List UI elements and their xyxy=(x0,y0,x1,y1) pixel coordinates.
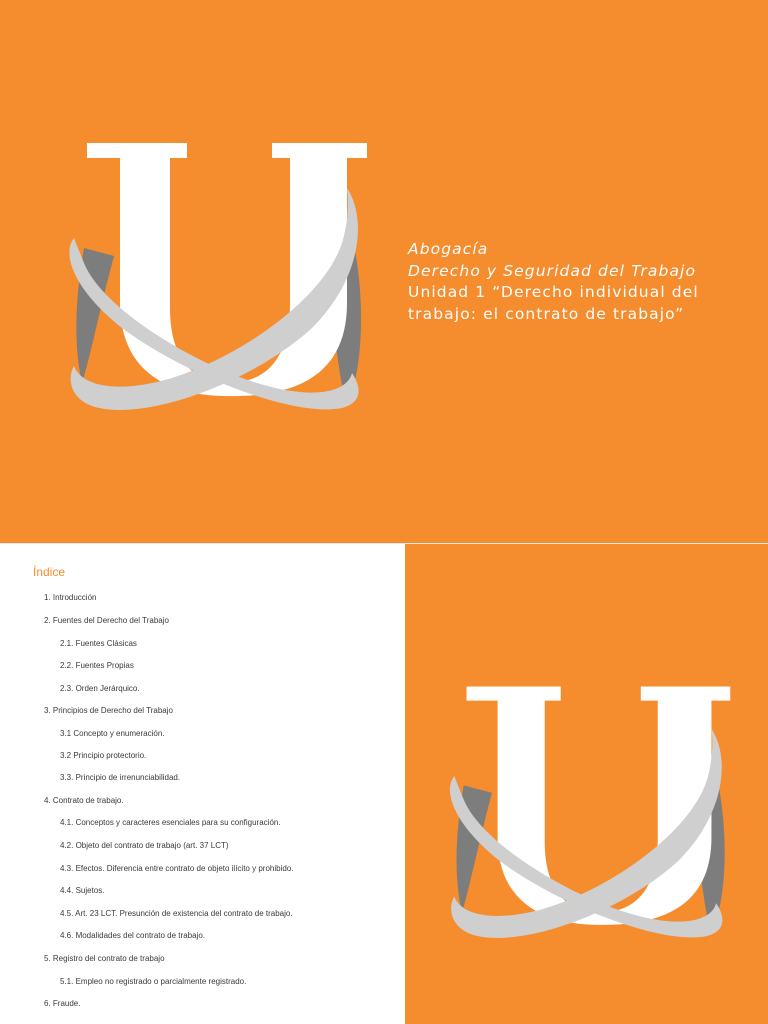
university-logo-icon xyxy=(62,138,372,423)
toc-item[interactable]: 4.4. Sujetos. xyxy=(60,886,105,895)
toc-item[interactable]: 3.3. Principio de irrenunciabilidad. xyxy=(60,773,181,782)
toc-item[interactable]: 6. Fraude. xyxy=(44,999,81,1008)
university-logo-icon xyxy=(443,680,735,952)
index-title: Índice xyxy=(33,565,66,579)
toc-item[interactable]: 2.3. Orden Jerárquico. xyxy=(60,684,140,693)
toc-item[interactable]: 3.2 Principio protectorio. xyxy=(60,751,147,760)
toc-item[interactable]: 1. Introducción xyxy=(44,593,97,602)
career-label: Abogacía xyxy=(408,240,489,258)
toc-item[interactable]: 4. Contrato de trabajo. xyxy=(44,796,124,805)
toc-item[interactable]: 4.3. Efectos. Diferencia entre contrato de objeto ilícito y prohibido. xyxy=(60,864,294,873)
toc-item[interactable]: 3. Principios de Derecho del Trabajo xyxy=(44,706,173,715)
toc-item[interactable]: 5.1. Empleo no registrado o parcialmente registrado. xyxy=(60,977,247,986)
course-label: Derecho y Seguridad del Trabajo xyxy=(408,261,697,280)
unit-title: Unidad 1 “Derecho individual del trabajo: el contrato de trabajo” xyxy=(408,283,699,323)
toc-item[interactable]: 2.2. Fuentes Propias xyxy=(60,661,134,670)
toc-item[interactable]: 4.2. Objeto del contrato de trabajo (art. 37 LCT) xyxy=(60,841,229,850)
toc-item[interactable]: 2.1. Fuentes Clásicas xyxy=(60,639,137,648)
toc-item[interactable]: 4.5. Art. 23 LCT. Presunción de existencia del contrato de trabajo. xyxy=(60,909,293,918)
cover-title-block xyxy=(408,239,748,325)
toc-item[interactable]: 5. Registro del contrato de trabajo xyxy=(44,954,165,963)
toc-item[interactable]: 2. Fuentes del Derecho del Trabajo xyxy=(44,616,169,625)
toc-item[interactable]: 4.6. Modalidades del contrato de trabajo. xyxy=(60,931,205,940)
toc-item[interactable]: 3.1 Concepto y enumeración. xyxy=(60,729,165,738)
toc-item[interactable]: 4.1. Conceptos y caracteres esenciales para su configuración. xyxy=(60,818,281,827)
